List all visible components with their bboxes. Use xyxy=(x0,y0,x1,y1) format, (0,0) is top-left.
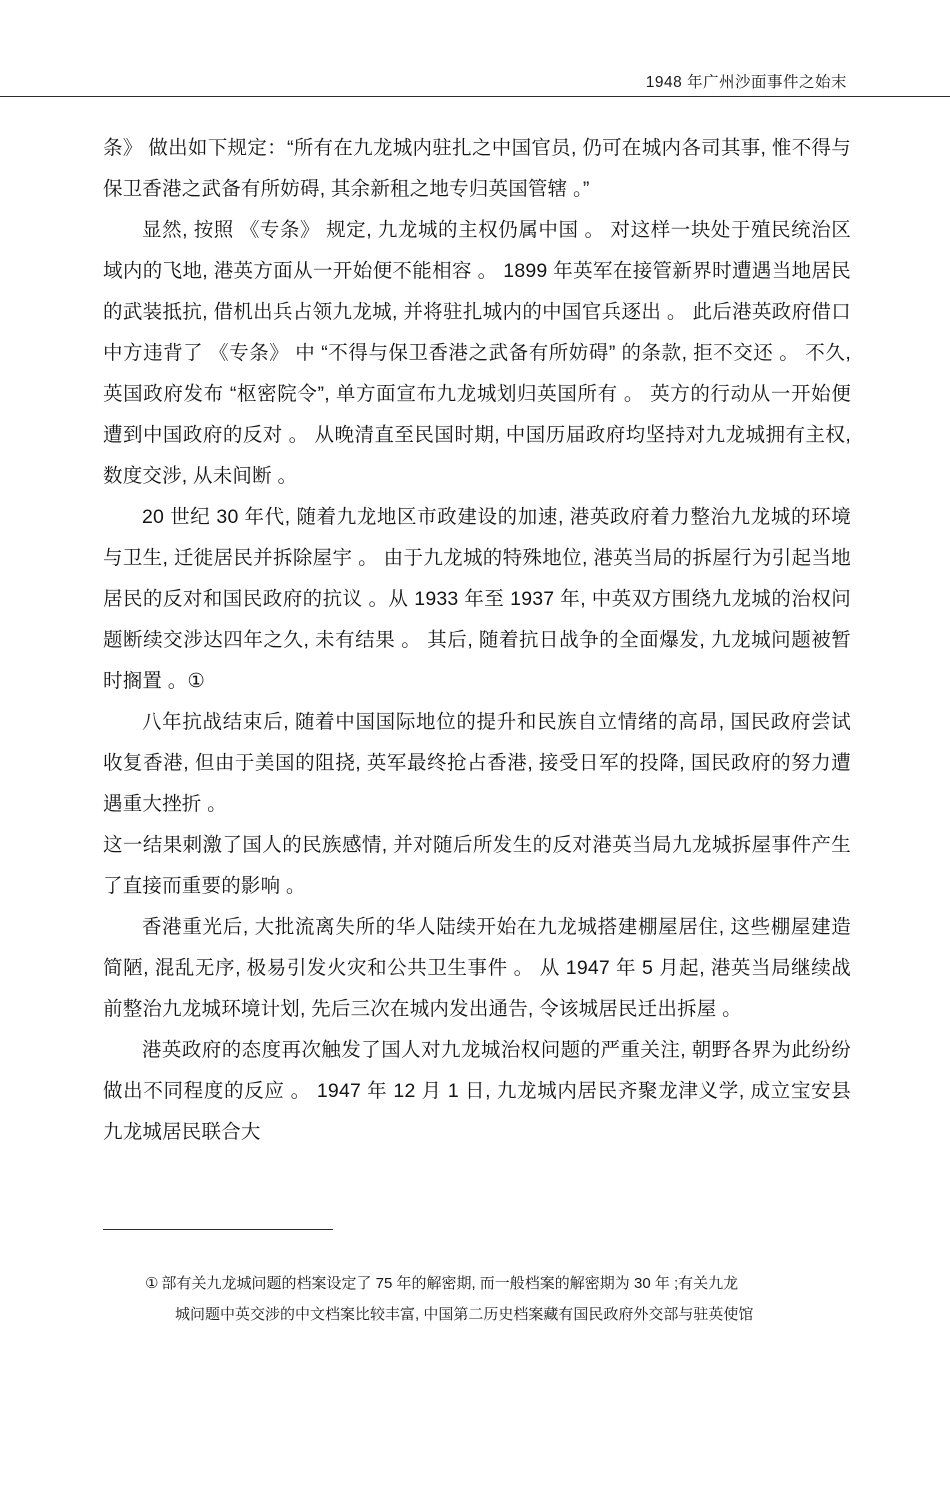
paragraph: 这一结果刺激了国人的民族感情, 并对随后所发生的反对港英当局九龙城拆屋事件产生了直接而重要的影响 。 xyxy=(103,834,851,897)
paragraph: 香港重光后, 大批流离失所的华人陆续开始在九龙城搭建棚屋居住, 这些棚屋建造简陋, 混乱无序, 极易引发火灾和公共卫生事件 。 从 1947 年 5 月起, 港英当局继续战前整治九龙城环境计划, 先后三次在城内发出通告, 令该城居民迁出拆屋 。 xyxy=(103,916,851,1020)
footnote-area xyxy=(145,1268,851,1330)
paragraph: 20 世纪 30 年代, 随着九龙地区市政建设的加速, 港英政府着力整治九龙城的环境与卫生, 迁徙居民并拆除屋宇 。 由于九龙城的特殊地位, 港英当局的拆屋行为引起当地居民的反对和国民政府的抗议 。从 1933 年至 1937 年, 中英双方围绕九龙城的治权问题断续交涉达四年之久, 未有结果 。 其后, 随着抗日战争的全面爆发, 九龙城问题被暂时搁置 。① xyxy=(103,506,851,692)
page-header xyxy=(0,70,950,102)
paragraph: 港英政府的态度再次触发了国人对九龙城治权问题的严重关注, 朝野各界为此纷纷做出不同程度的反应 。 1947 年 12 月 1 日, 九龙城内居民齐聚龙津义学, 成立宝安县九龙城居民联合大 xyxy=(103,1039,851,1143)
body-text xyxy=(103,128,851,1153)
paragraph: 八年抗战结束后, 随着中国国际地位的提升和民族自立情绪的高昂, 国民政府尝试收复香港, 但由于美国的阻挠, 英军最终抢占香港, 接受日军的投降, 国民政府的努力遭遇重大挫折 。 xyxy=(103,711,851,815)
paragraph: 显然, 按照 《专条》 规定, 九龙城的主权仍属中国 。 对这样一块处于殖民统治区域内的飞地, 港英方面从一开始便不能相容 。 1899 年英军在接管新界时遭遇当地居民的武装抵抗, 借机出兵占领九龙城, 并将驻扎城内的中国官兵逐出 。 此后港英政府借口中方违背了 《专条》 中 “不得与保卫香港之武备有所妨碍” 的条款, 拒不交还 。 不久, 英国政府发布 “枢密院令”, 单方面宣布九龙城划归英国所有 。 英方的行动从一开始便遭到中国政府的反对 。 从晚清直至民国时期, 中国历届政府均坚持对九龙城拥有主权, 数度交涉, 从未间断 。 xyxy=(103,219,851,487)
paragraph: 条》 做出如下规定：“所有在九龙城内驻扎之中国官员, 仍可在城内各司其事, 惟不得与保卫香港之武备有所妨碍, 其余新租之地专归英国管辖 。” xyxy=(103,137,851,200)
running-title: 1948 年广州沙面事件之始末 xyxy=(645,74,847,91)
footnote-text-line-1: 部有关九龙城问题的档案设定了 75 年的解密期, 而一般档案的解密期为 30 年 ;有关九龙 xyxy=(161,1275,739,1292)
header-divider xyxy=(0,96,950,97)
footnote-marker: ① xyxy=(145,1275,159,1292)
footnote-divider xyxy=(103,1229,333,1230)
footnote-text-line-2: 城问题中英交涉的中文档案比较丰富, 中国第二历史档案藏有国民政府外交部与驻英使馆 xyxy=(175,1306,754,1323)
footnote-item xyxy=(145,1268,851,1330)
